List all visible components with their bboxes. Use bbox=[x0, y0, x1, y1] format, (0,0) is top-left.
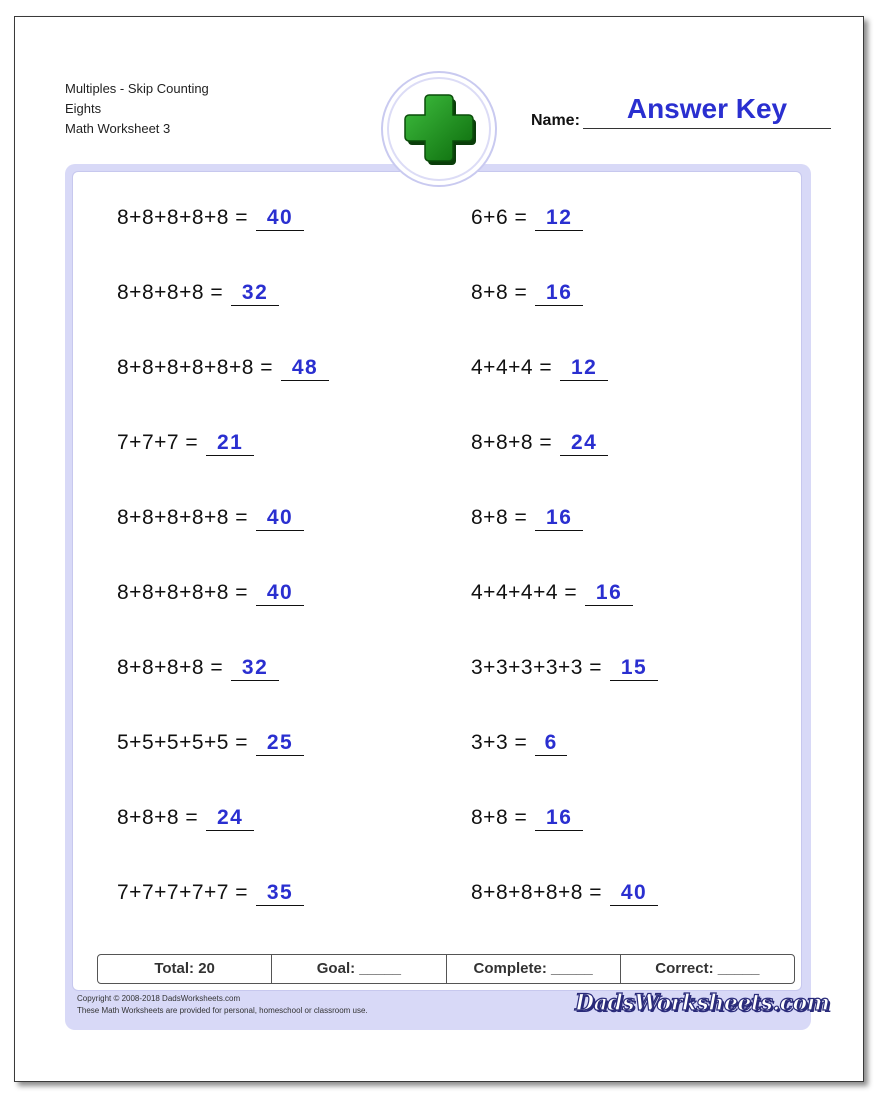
worksheet-subtitle: Eights bbox=[65, 101, 102, 116]
answer-blank: 15 bbox=[610, 656, 658, 681]
problem-left-4 bbox=[117, 431, 254, 461]
problem-expression: 8+8+8 = bbox=[117, 806, 199, 829]
worksheet-number: Math Worksheet 3 bbox=[65, 121, 171, 136]
problem-right-9 bbox=[471, 806, 583, 836]
problem-right-10 bbox=[471, 881, 658, 911]
problem-expression: 8+8+8+8 = bbox=[117, 656, 224, 679]
problem-left-7 bbox=[117, 656, 279, 686]
answer-blank: 6 bbox=[535, 731, 567, 756]
answer-key-label: Answer Key bbox=[626, 93, 788, 124]
answer-blank: 12 bbox=[560, 356, 608, 381]
problem-expression: 8+8+8+8+8+8 = bbox=[117, 356, 273, 379]
problem-expression: 6+6 = bbox=[471, 206, 528, 229]
answer-blank: 40 bbox=[256, 506, 304, 531]
problem-right-4 bbox=[471, 431, 608, 461]
problem-expression: 3+3 = bbox=[471, 731, 528, 754]
problem-expression: 8+8+8+8+8 = bbox=[117, 206, 249, 229]
problem-left-8 bbox=[117, 731, 304, 761]
problem-expression: 4+4+4 = bbox=[471, 356, 553, 379]
worksheet-page bbox=[14, 16, 864, 1082]
copyright-block bbox=[77, 993, 368, 1017]
problem-left-5 bbox=[117, 506, 304, 536]
answer-blank: 24 bbox=[560, 431, 608, 456]
usage-note: These Math Worksheets are provided for personal, homeschool or classroom use. bbox=[77, 1006, 368, 1015]
problem-right-2 bbox=[471, 281, 583, 311]
problem-expression: 4+4+4+4 = bbox=[471, 581, 578, 604]
problem-expression: 8+8+8+8+8 = bbox=[117, 581, 249, 604]
problem-expression: 8+8+8 = bbox=[471, 431, 553, 454]
problem-right-7 bbox=[471, 656, 658, 686]
answer-blank: 16 bbox=[585, 581, 633, 606]
answer-blank: 35 bbox=[256, 881, 304, 906]
score-bar bbox=[97, 954, 795, 984]
copyright-text: Copyright © 2008-2018 DadsWorksheets.com bbox=[77, 994, 241, 1003]
problem-expression: 8+8+8+8+8 = bbox=[471, 881, 603, 904]
problem-right-8 bbox=[471, 731, 567, 761]
answer-blank: 40 bbox=[256, 206, 304, 231]
problem-expression: 7+7+7+7+7 = bbox=[117, 881, 249, 904]
answer-blank: 48 bbox=[281, 356, 329, 381]
problem-expression: 8+8+8+8+8 = bbox=[117, 506, 249, 529]
problem-expression: 7+7+7 = bbox=[117, 431, 199, 454]
answer-blank: 25 bbox=[256, 731, 304, 756]
answer-blank: 40 bbox=[256, 581, 304, 606]
problems-frame bbox=[65, 164, 830, 1030]
answer-blank: 12 bbox=[535, 206, 583, 231]
problem-expression: 8+8 = bbox=[471, 281, 528, 304]
problem-left-3 bbox=[117, 356, 329, 386]
problem-expression: 5+5+5+5+5 = bbox=[117, 731, 249, 754]
answer-blank: 32 bbox=[231, 656, 279, 681]
problem-left-9 bbox=[117, 806, 254, 836]
problem-expression: 8+8+8+8 = bbox=[117, 281, 224, 304]
complete-field: Complete: _____ bbox=[447, 955, 621, 983]
answer-blank: 21 bbox=[206, 431, 254, 456]
worksheet-title-block bbox=[65, 79, 209, 139]
answer-blank: 16 bbox=[535, 806, 583, 831]
problem-right-6 bbox=[471, 581, 633, 611]
problem-expression: 3+3+3+3+3 = bbox=[471, 656, 603, 679]
answer-blank: 40 bbox=[610, 881, 658, 906]
problem-left-6 bbox=[117, 581, 304, 611]
problem-left-1 bbox=[117, 206, 304, 236]
total-count: Total: 20 bbox=[98, 955, 272, 983]
name-line bbox=[583, 128, 831, 129]
problem-right-1 bbox=[471, 206, 583, 236]
worksheet-title: Multiples - Skip Counting bbox=[65, 81, 209, 96]
brand-logo: DadsWorksheets.com bbox=[575, 990, 830, 1016]
problems-area bbox=[72, 171, 802, 991]
plus-icon bbox=[399, 87, 479, 171]
answer-blank: 16 bbox=[535, 506, 583, 531]
problem-expression: 8+8 = bbox=[471, 506, 528, 529]
problem-right-3 bbox=[471, 356, 608, 386]
logo-badge bbox=[381, 71, 497, 187]
problem-left-2 bbox=[117, 281, 279, 311]
correct-field: Correct: _____ bbox=[655, 960, 760, 977]
goal-field: Goal: _____ bbox=[272, 955, 446, 983]
answer-blank: 16 bbox=[535, 281, 583, 306]
answer-blank: 24 bbox=[206, 806, 254, 831]
name-label: Name: bbox=[531, 112, 580, 129]
problem-right-5 bbox=[471, 506, 583, 536]
problem-left-10 bbox=[117, 881, 304, 911]
problem-expression: 8+8 = bbox=[471, 806, 528, 829]
answer-blank: 32 bbox=[231, 281, 279, 306]
